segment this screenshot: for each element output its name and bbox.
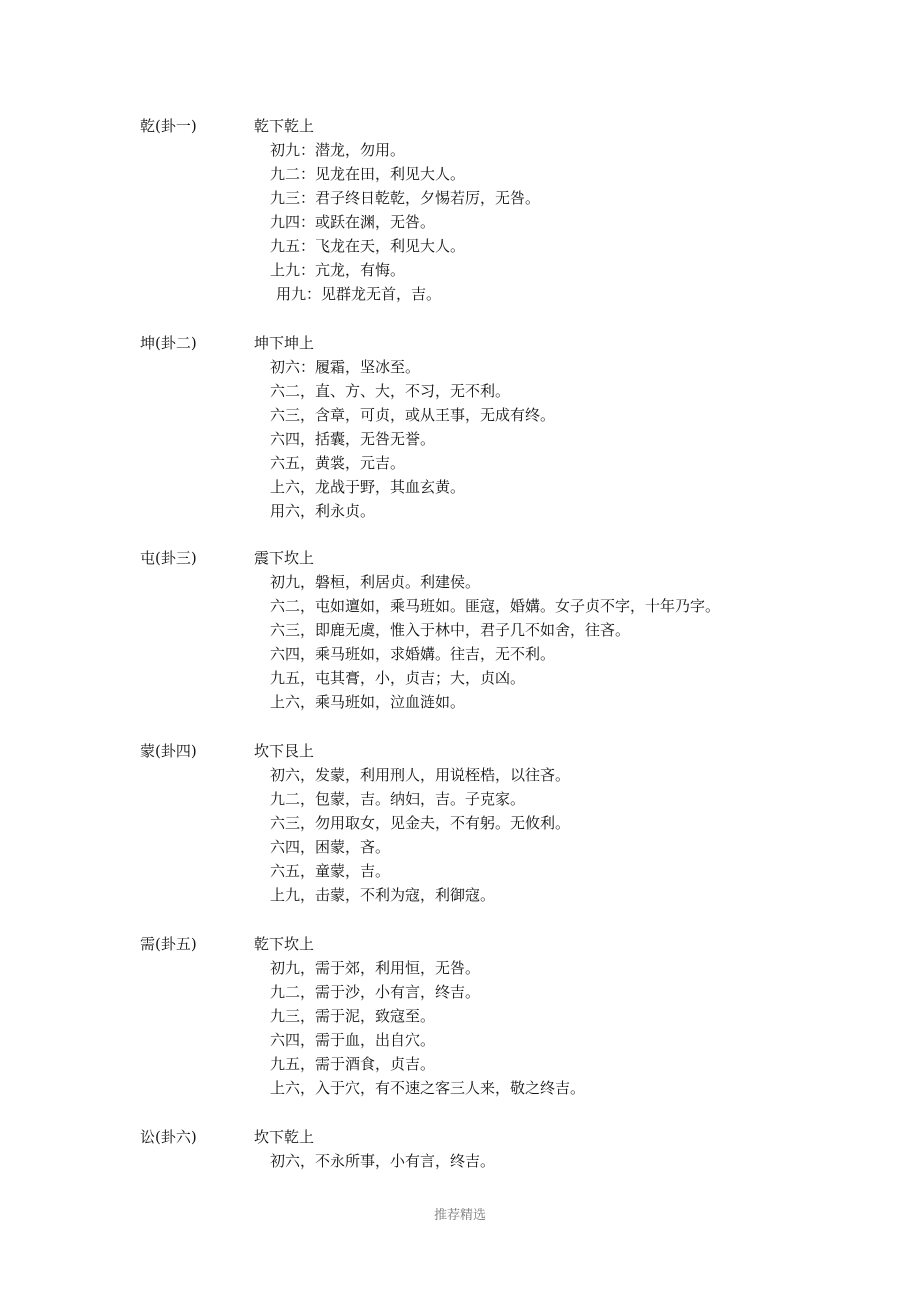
line-statement: 六四，困蒙，吝。 [270,838,391,856]
line-statement: 九五，屯其膏，小，贞吉；大，贞凶。 [270,669,526,687]
line-statement: 九三，需于泥，致寇至。 [270,1007,436,1025]
line-statement: 六三，含章，可贞，或从王事，无成有终。 [270,406,556,424]
line-statements [270,138,540,306]
line-statement: 六三，即鹿无虞，惟入于林中，君子几不如舍，往吝。 [270,621,631,639]
hexagram-structure: 震下坎上 [254,549,315,567]
line-statement: 初六，发蒙，利用刑人，用说桎梏，以往吝。 [270,766,571,784]
line-statement: 六五，童蒙，吉。 [270,862,391,880]
line-statement: 上六，入于穴，有不速之客三人来，敬之终吉。 [270,1079,586,1097]
line-statement: 六四，乘马班如，求婚媾。往吉，无不利。 [270,645,556,663]
line-statements [270,763,570,907]
line-statement: 初六：履霜，坚冰至。 [270,358,421,376]
line-statement: 九四：或跃在渊，无咎。 [270,213,436,231]
line-statement: 九二，需于沙，小有言，终吉。 [270,983,481,1001]
line-statement: 初六，不永所事，小有言，终吉。 [270,1152,496,1170]
hexagram-structure: 坤下坤上 [254,334,315,352]
hexagram-name: 需(卦五) [140,935,197,953]
line-statement: 上六，乘马班如，泣血涟如。 [270,693,466,711]
page-footer: 推荐精选 [433,1208,486,1223]
line-statement: 九五：飞龙在天，利见大人。 [270,237,466,255]
line-statement: 九五，需于酒食，贞吉。 [270,1055,436,1073]
line-statement: 九三：君子终日乾乾，夕惕若厉，无咎。 [270,189,541,207]
line-statement: 初九：潜龙，勿用。 [270,141,406,159]
line-statement: 上六，龙战于野，其血玄黄。 [270,478,466,496]
hexagram-structure: 乾下乾上 [254,117,315,135]
hexagram-name: 乾(卦一) [140,117,197,135]
hexagram-structure: 坎下乾上 [254,1128,315,1146]
line-statements [270,570,720,714]
hexagram-name: 讼(卦六) [140,1128,197,1146]
line-statement: 初九，需于郊，利用恒，无咎。 [270,959,481,977]
line-statement: 上九：亢龙，有悔。 [270,261,406,279]
line-statement: 用九：见群龙无首，吉。 [276,285,442,303]
hexagram-name: 坤(卦二) [140,334,197,352]
hexagram-structure: 乾下坎上 [254,935,315,953]
line-statement: 六五，黄裳，元吉。 [270,454,406,472]
line-statements [270,1149,495,1173]
line-statements [270,956,585,1100]
hexagram-name: 屯(卦三) [140,549,197,567]
hexagram-name: 蒙(卦四) [140,742,197,760]
line-statement: 九二：见龙在田，利见大人。 [270,165,466,183]
line-statements [270,355,555,523]
line-statement: 六二，直、方、大，不习，无不利。 [270,382,511,400]
line-statement: 六四，括囊，无咎无誉。 [270,430,436,448]
line-statement: 上九，击蒙，不利为寇，利御寇。 [270,886,496,904]
hexagram-structure: 坎下艮上 [254,742,315,760]
line-statement: 六二，屯如邅如，乘马班如。匪寇，婚媾。女子贞不字，十年乃字。 [270,597,721,615]
line-statement: 九二，包蒙，吉。纳妇，吉。子克家。 [270,790,526,808]
line-statement: 用六，利永贞。 [270,502,376,520]
line-statement: 六四，需于血，出自穴。 [270,1031,436,1049]
line-statement: 初九，磐桓，利居贞。利建侯。 [270,573,481,591]
line-statement: 六三，勿用取女，见金夫，不有躬。无攸利。 [270,814,571,832]
